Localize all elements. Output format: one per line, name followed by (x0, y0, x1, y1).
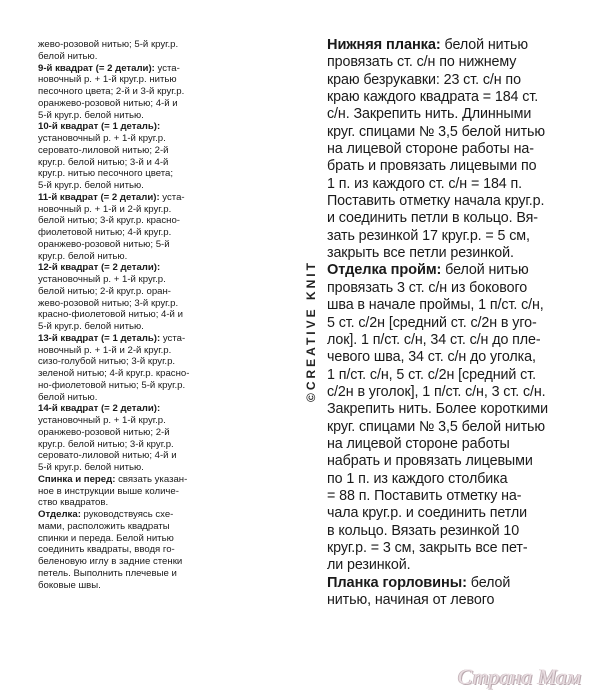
right-text-line: круг.р. = 3 см, закрыть все пет- (327, 539, 528, 556)
right-text-line (327, 262, 589, 279)
right-text-line: Закрепить нить. Более короткими (327, 401, 548, 418)
left-text-line: фиолетовой нитью; 4-й круг.р. (38, 227, 172, 238)
left-text-line: боковые швы. (38, 579, 101, 591)
left-text-line: ное в инструкции выше количе- (38, 485, 179, 497)
left-text-line (38, 403, 238, 415)
right-text-line: краю безрукавки: 23 ст. с/н по (327, 71, 521, 88)
logo-text: Страна Мам (457, 664, 581, 689)
section-heading: 11-й квадрат (= 2 детали): (38, 191, 160, 203)
left-text-line: но-фиолетовой нитью; 5-й круг.р. (38, 379, 186, 391)
right-text-line: провязать ст. с/н по нижнему (327, 54, 517, 71)
left-text-line: установочный р. + 1-й круг.р. (38, 415, 166, 426)
right-text-line (327, 575, 589, 592)
section-heading: 13-й квадрат (= 1 деталь): (38, 332, 161, 344)
left-text-column (38, 39, 238, 591)
left-text-line (38, 509, 238, 521)
section-heading: Спинка и перед: (38, 473, 116, 485)
left-text-line: 5-й круг.р. белой нитью. (38, 109, 144, 121)
right-text-line: на лицевой стороне работы (327, 435, 510, 452)
section-heading: Нижняя планка: (327, 37, 441, 53)
left-text-line: 5-й круг.р. белой нитью. (38, 321, 144, 332)
right-text-column (327, 37, 589, 609)
left-text-line: соединить квадраты, вводя го- (38, 544, 175, 556)
heading-continuation: уста- (154, 62, 180, 74)
right-text-line: Поставить отметку начала круг.р. (327, 193, 545, 210)
section-heading: 12-й квадрат (= 2 детали): (38, 262, 161, 274)
left-text-line (38, 262, 238, 274)
section-heading: Отделка: (38, 509, 81, 520)
right-text-line: лок]. 1 п/ст. с/н, 34 ст. с/н до пле- (327, 331, 541, 348)
right-text-line: и соединить петли в кольцо. Вя- (327, 210, 538, 227)
left-text-line (38, 333, 238, 345)
left-text-line: оранжево-розовой нитью; 2-й (38, 426, 170, 438)
right-text-line: с/2н в уголок], 1 п/ст. с/н, 3 ст. с/н. (327, 383, 546, 400)
left-text-line: оранжево-розовой нитью; 4-й и (38, 97, 178, 109)
heading-continuation: связать указан- (115, 473, 188, 485)
left-text-line: круг.р. белой нитью; 3-й круг.р. (38, 438, 174, 450)
left-text-line: мами, расположить квадраты (38, 520, 170, 532)
left-text-line: оранжево-розовой нитью; 5-й (38, 238, 170, 250)
heading-continuation: уста- (160, 332, 186, 344)
section-heading: 10-й квадрат (= 1 деталь): (38, 121, 161, 133)
heading-continuation: белой нитью (440, 37, 528, 53)
right-text-line: 5 ст. с/2н [средний ст. с/2н в уго- (327, 314, 537, 331)
section-heading: Отделка пройм: (327, 262, 442, 279)
left-text-line: сизо-голубой нитью; 3-й круг.р. (38, 356, 176, 368)
left-text-line: новочный р. + 1-й и 2-й круг.р. (38, 344, 172, 356)
left-text-line: новочный р. + 1-й круг.р. нитью (38, 74, 177, 86)
heading-continuation: белой (466, 574, 511, 591)
right-text-line: нитью, начиная от левого (327, 592, 495, 608)
right-text-line: = 88 п. Поставить отметку на- (327, 487, 522, 504)
right-text-line: набрать и провязать лицевыми (327, 453, 533, 470)
left-text-line: установочный р. + 1-й круг.р. (38, 133, 166, 144)
left-text-line: спинки и переда. Белой нитью (38, 532, 174, 544)
section-heading: 9-й квадрат (= 2 детали): (38, 62, 155, 74)
left-text-line: новочный р. + 1-й и 2-й круг.р. (38, 203, 172, 215)
right-text-line: круг. спицами № 3,5 белой нитью (327, 123, 545, 140)
section-heading: 14-й квадрат (= 2 детали): (38, 403, 161, 415)
right-text-line: по 1 п. из каждого столбика (327, 470, 508, 487)
left-text-line: круг.р. белой нитью; 3-й и 4-й (38, 156, 169, 168)
left-text-line: зеленой нитью; 4-й круг.р. красно- (38, 368, 190, 379)
right-text-line (327, 37, 589, 54)
left-text-line (38, 192, 238, 204)
right-text-line: зать резинкой 17 круг.р. = 5 см, (327, 227, 530, 244)
left-text-line: серовато-лиловой нитью; 4-й и (38, 450, 177, 462)
right-text-line: с/н. Закрепить нить. Длинными (327, 106, 532, 123)
left-text-line: беленовую иглу в задние стенки (38, 556, 183, 567)
strana-mam-logo (458, 664, 581, 690)
right-text-line: закрыть все петли резинкой. (327, 245, 514, 262)
heading-continuation: белой нитью (441, 262, 529, 279)
watermark-text: ©CREATIVE KNIT (304, 260, 318, 402)
right-text-line: провязать 3 ст. с/н из бокового (327, 279, 528, 296)
left-text-line: круг.р. нитью песочного цвета; (38, 168, 174, 180)
left-text-line: жево-розовой нитью; 5-й круг.р. (38, 39, 179, 50)
heading-continuation: уста- (159, 191, 185, 203)
left-text-line: белой нитью; 2-й круг.р. оран- (38, 285, 171, 297)
left-text-line: 5-й круг.р. белой нитью. (38, 462, 144, 473)
right-text-line: в кольцо. Вязать резинкой 10 (327, 522, 520, 539)
right-text-line: 1 п. из каждого ст. с/н = 184 п. (327, 175, 523, 192)
left-text-line (38, 63, 238, 75)
left-text-line: песочного цвета; 2-й и 3-й круг.р. (38, 86, 185, 97)
left-text-line (38, 474, 238, 486)
left-text-line: круг.р. белой нитью. (38, 250, 128, 262)
left-text-line: белой нитью. (38, 50, 98, 62)
right-text-line: краю каждого квадрата = 184 ст. (327, 89, 539, 106)
right-text-line: ли резинкой. (327, 557, 411, 574)
right-text-line: шва в начале проймы, 1 п/ст. с/н, (327, 297, 544, 314)
left-text-line: ство квадратов. (38, 497, 109, 509)
right-text-line: на лицевой стороне работы на- (327, 141, 534, 158)
left-text-line: петель. Выполнить плечевые и (38, 567, 177, 579)
left-text-line: жево-розовой нитью; 3-й круг.р. (38, 297, 179, 309)
left-text-line: 5-й круг.р. белой нитью. (38, 180, 144, 191)
creative-knit-watermark (304, 262, 322, 402)
right-text-line: 1 п/ст. с/н, 5 ст. с/2н [средний ст. (327, 366, 536, 383)
left-text-line (38, 121, 238, 133)
left-text-line: белой нитью; 3-й круг.р. красно- (38, 215, 180, 227)
left-text-line: белой нитью. (38, 391, 98, 403)
heading-continuation: руководствуясь схе- (80, 509, 174, 520)
right-text-line: чевого шва, 34 ст. с/н до уголка, (327, 349, 536, 366)
left-text-line: установочный р. + 1-й круг.р. (38, 274, 166, 285)
right-text-line: круг. спицами № 3,5 белой нитью (327, 418, 545, 435)
left-text-line: серовато-лиловой нитью; 2-й (38, 144, 169, 156)
right-text-line: брать и провязать лицевыми по (327, 158, 537, 175)
right-text-line: чала круг.р. и соединить петли (327, 505, 528, 522)
left-text-line: красно-фиолетовой нитью; 4-й и (38, 309, 183, 321)
section-heading: Планка горловины: (327, 574, 467, 591)
